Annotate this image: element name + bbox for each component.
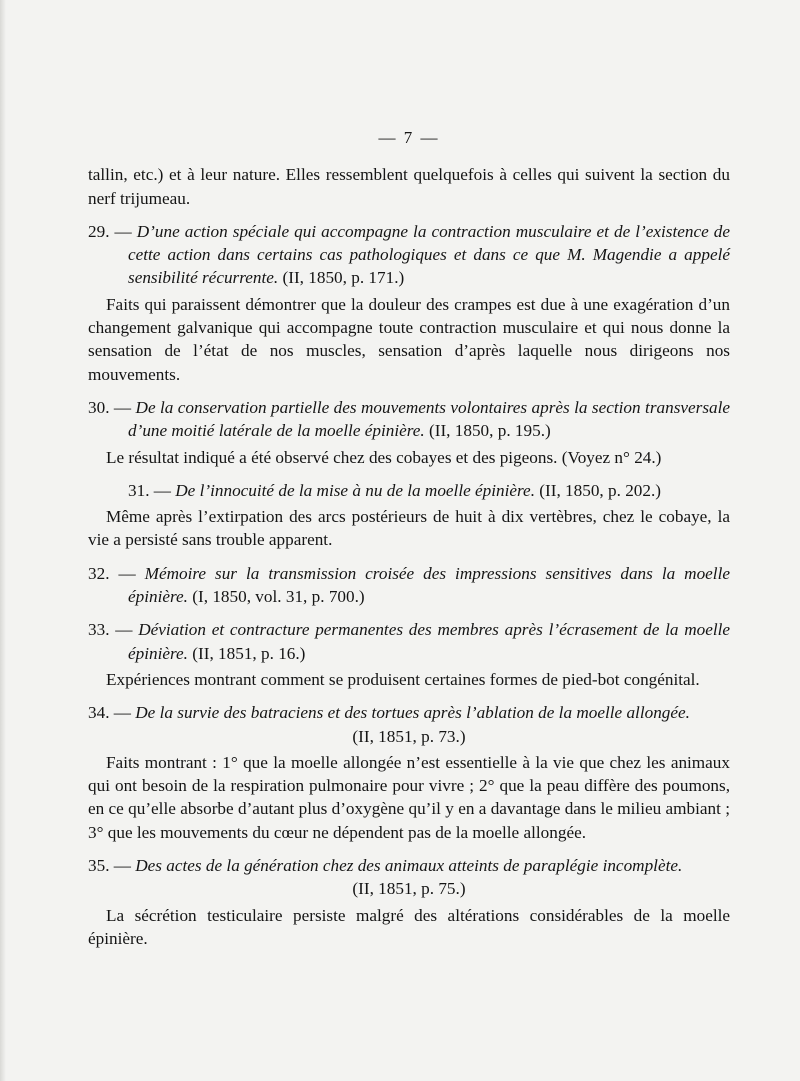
entry-number: 34. — [88,703,131,723]
entry-title [88,220,730,290]
entry-description: La sécrétion testiculaire persiste malgré des altérations considérables de la moelle épinière. [88,905,730,948]
entry-reference: (II, 1851, p. 73.) [352,726,466,746]
entry-number: 33. — [88,620,133,640]
entry-reference: (I, 1850, vol. 31, p. 700.) [192,587,365,607]
entry-33 [88,618,730,691]
entry-title [88,396,730,443]
entry-description: Même après l’extirpation des arcs postérieurs de huit à dix vertèbres, chez le cobaye, la vie a persisté sans trouble apparent. [88,507,730,550]
entry-number: 29. — [88,221,132,241]
entry-title-text: De la conservation partielle des mouvements volontaires après la section transversale d’une moitié latérale de la moelle épinière. [128,397,731,441]
entry-title-text: De l’innocuité de la mise à nu de la moelle épinière. [175,480,535,500]
entry-31 [88,479,730,552]
entry-34 [88,701,730,844]
entry-number: 32. — [88,563,136,583]
entry-reference: (II, 1850, p. 171.) [282,268,405,288]
entry-description: Faits montrant : 1° que la moelle allongée n’est essentielle à la vie que chez les animaux qui ont besoin de la respiration pulmonaire pour vivre ; 2° que la peau diffère des poumons, en ce qu’elle absorbe d’autant plus d’oxygène qu’il y en a davantage dans le milieu ambiant ; 3° que les mouvements du cœur ne dépendent pas de la moelle allongée. [88,752,730,842]
continuation-paragraph: tallin, etc.) et à leur nature. Elles ressemblent quelquefois à celles qui suivent la section du nerf trijumeau. [88,165,730,208]
entry-title-text: Des actes de la génération chez des animaux atteints de paraplégie incomplète. [135,856,683,876]
entry-reference: (II, 1850, p. 202.) [539,480,662,500]
entry-32 [88,562,730,609]
entry-number: 31. — [128,480,171,500]
entry-title [88,562,730,609]
page-edge-shadow [0,0,6,1081]
entry-title [88,618,730,665]
entry-title-text: Déviation et contracture permanentes des membres après l’écrasement de la moelle épinière. [128,620,731,663]
entry-title-text: D’une action spéciale qui accompagne la contraction musculaire et de l’existence de cette action dans certains cas pathologiques et dans ce que M. Magendie a appelé sensibilité récurrente. [128,221,730,288]
entry-title [88,854,730,877]
entry-title-text: De la survie des batraciens et des tortues après l’ablation de la moelle allongée. [135,703,690,723]
entry-title-text: Mémoire sur la transmission croisée des impressions sensitives dans la moelle épinière. [128,563,730,607]
entry-description: Faits qui paraissent démontrer que la douleur des crampes est due à une exagération d’un changement galvanique qui accompagne toute contraction musculaire et qui nous donne la sensation de l’état de nos muscles, sensation d’après laquelle nous dirigeons nos mouvements. [88,294,730,384]
entry-title [88,479,730,502]
page-body [88,126,730,950]
entry-29 [88,220,730,386]
entry-number: 35. — [88,856,131,876]
entry-number: 30. — [88,397,132,417]
entry-reference: (II, 1851, p. 16.) [192,643,306,663]
entry-reference: (II, 1850, p. 195.) [429,421,551,441]
entry-reference: (II, 1851, p. 75.) [352,879,466,899]
entry-description: Le résultat indiqué a été observé chez des cobayes et des pigeons. (Voyez n° 24.) [106,447,662,467]
entry-35 [88,854,730,950]
entry-description: Expériences montrant comment se produisent certaines formes de pied-bot congénital. [106,669,700,689]
entry-title [88,701,730,724]
entry-30 [88,396,730,469]
page-number: — 7 — [378,128,440,147]
